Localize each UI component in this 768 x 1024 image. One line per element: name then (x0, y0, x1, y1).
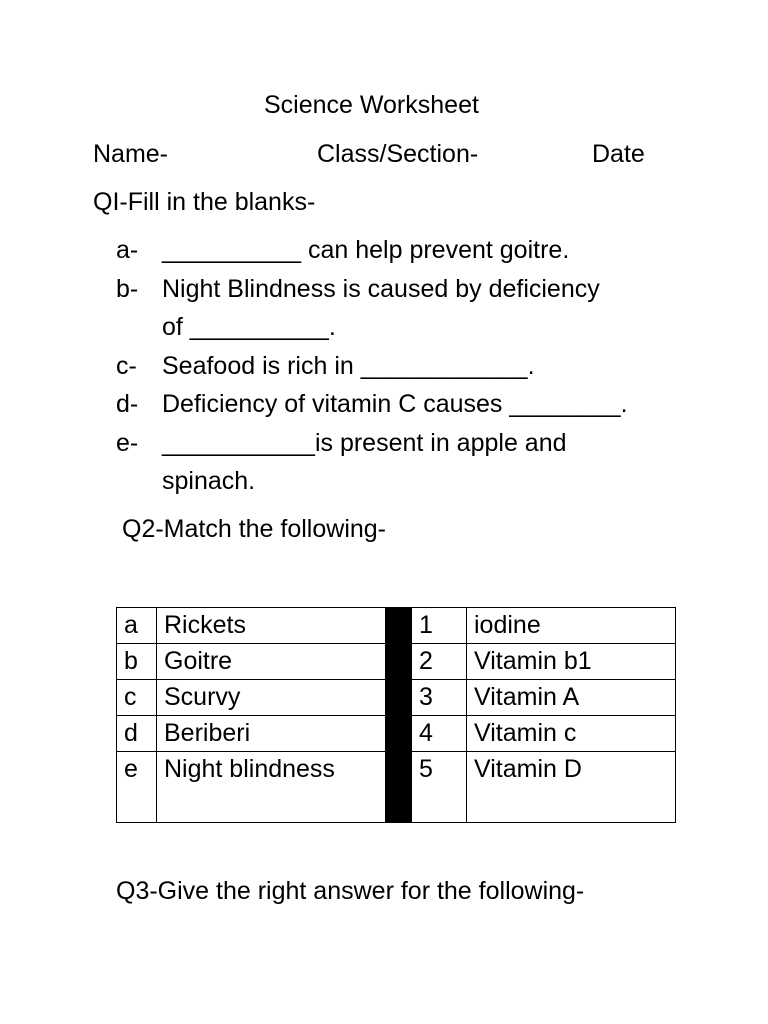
nutrient-cell: iodine (467, 608, 676, 644)
q1-item-marker: c- (116, 352, 137, 380)
date-label: Date (592, 140, 645, 168)
q2-heading: Q2-Match the following- (122, 515, 387, 543)
q1-item-text-continued: of __________. (162, 313, 336, 341)
row-number: 5 (412, 752, 467, 823)
q1-item-marker: a- (116, 236, 139, 264)
disease-cell: Rickets (157, 608, 386, 644)
q1-item-marker: d- (116, 390, 139, 418)
match-table (116, 607, 676, 823)
row-letter: c (117, 680, 157, 716)
q1-item-text: Night Blindness is caused by deficiency (162, 275, 600, 303)
disease-cell: Goitre (157, 644, 386, 680)
nutrient-cell: Vitamin D (467, 752, 676, 823)
q1-item-text-continued: spinach. (162, 467, 256, 495)
row-number: 1 (412, 608, 467, 644)
q1-heading: QI-Fill in the blanks- (93, 188, 316, 216)
q1-item-marker: e- (116, 429, 139, 457)
table-row (117, 608, 676, 644)
q1-item-text: Deficiency of vitamin C causes ________. (162, 390, 628, 418)
row-letter: b (117, 644, 157, 680)
disease-cell: Scurvy (157, 680, 386, 716)
row-letter: d (117, 716, 157, 752)
nutrient-cell: Vitamin A (467, 680, 676, 716)
q3-heading: Q3-Give the right answer for the following- (116, 877, 585, 905)
row-number: 4 (412, 716, 467, 752)
row-letter: a (117, 608, 157, 644)
row-number: 3 (412, 680, 467, 716)
q1-item-text: Seafood is rich in ____________. (162, 352, 535, 380)
q1-item-marker: b- (116, 275, 139, 303)
column-separator-bar (386, 608, 412, 823)
nutrient-cell: Vitamin c (467, 716, 676, 752)
name-label: Name- (93, 140, 169, 168)
disease-cell: Beriberi (157, 716, 386, 752)
row-letter: e (117, 752, 157, 823)
q1-item-text: ___________is present in apple and (162, 429, 567, 457)
nutrient-cell: Vitamin b1 (467, 644, 676, 680)
q1-item-text: __________ can help prevent goitre. (162, 236, 570, 264)
row-number: 2 (412, 644, 467, 680)
class-section-label: Class/Section- (317, 140, 479, 168)
page-title: Science Worksheet (264, 91, 479, 119)
disease-cell: Night blindness (157, 752, 386, 823)
